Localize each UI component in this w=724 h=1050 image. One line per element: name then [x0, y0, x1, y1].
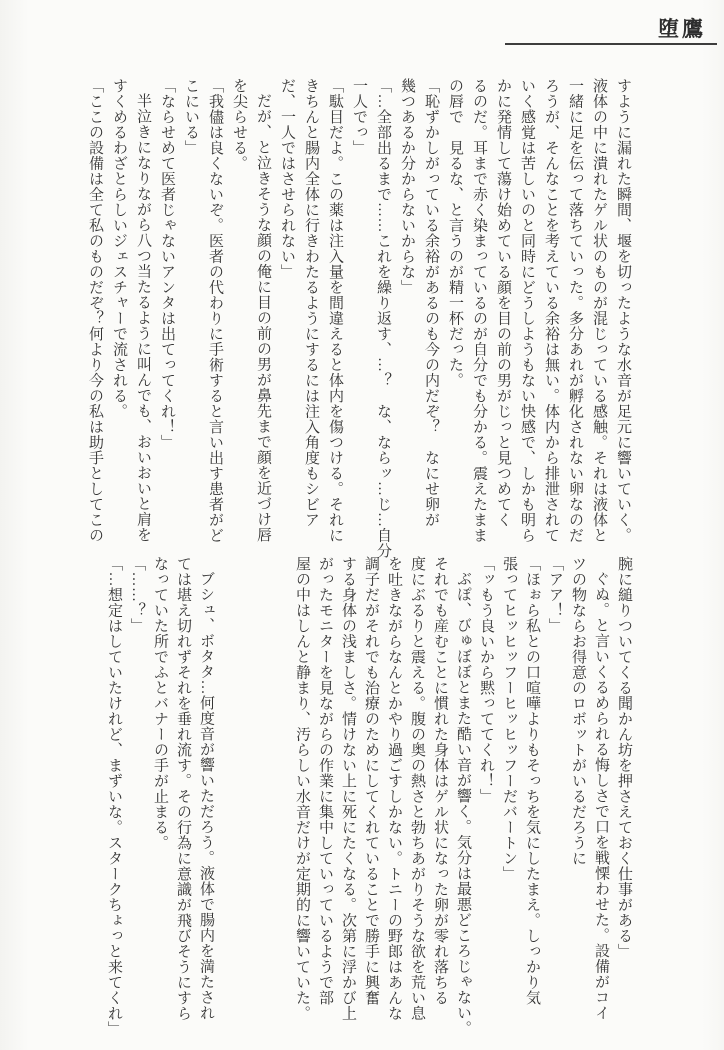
column-gap: [217, 556, 290, 1032]
text-column: なっていた所でふとバナーの手が止まる。: [152, 556, 168, 851]
text-column: ぶぽ、びゅぼぼとまた酷い音が響く。気分は最悪どころじゃない。: [455, 571, 471, 1036]
text-column: 「…全部出るまで……これを繰り返す、…？ な、ならッ…じ…自分: [375, 78, 391, 559]
text-column: いく感覚は苦しいのと同時にどうしようもない快感で、しかも明ら: [519, 78, 535, 543]
text-column: 屋の中はしんと静まり、汚らしい水音だけが定期的に響いていた。: [294, 556, 310, 1021]
text-column: ろうが、そんなことを考えている余裕は無い。体内から排泄されて: [543, 78, 559, 543]
text-column: 「我儘は良くないぞ。医者の代わりに手術すると言い出す患者がど: [207, 78, 223, 543]
text-column: きちんと腸内全体に行きわたるようにするには注入角度もシビア: [303, 78, 319, 528]
text-column: 腕に縋りついてくる聞かん坊を押さえておく仕事がある」: [616, 556, 632, 959]
bottom-text-block: [102, 556, 635, 1037]
text-column: るのだ。耳まで赤く染まっているのが自分でも分かる。震えたまま: [471, 78, 487, 543]
text-column: を尖らせる。: [231, 78, 247, 171]
top-text-block: [83, 78, 635, 559]
text-column: ツの物ならお得意のロボットがいるだろうに: [570, 556, 586, 866]
text-column: 度にぶるりと震える。腹の奥の熱さと勃ちあがりそうな欲を荒い息: [409, 556, 425, 1021]
text-column: する身体の浅ましさ。情けない上に死にたくなる。次第に浮かび上: [340, 556, 356, 1021]
text-column: 幾つあるか分からないからな」: [399, 78, 415, 295]
text-column: こにいる」: [183, 78, 199, 156]
text-column: 「ッもう良いから黙っててくれ！」: [478, 556, 494, 804]
text-column: 「ほぉら私との口喧嘩よりもそっちを気にしたまえ。しっかり気: [524, 556, 540, 1006]
text-column: がったモニターを見ながらの作業に集中していっているようで部: [317, 556, 333, 1006]
text-column: 「駄目だよ。この薬は注入量を間違えると体内を傷つける。それに: [327, 78, 343, 543]
text-column: すように漏れた瞬間、堰を切ったような水音が足元に響いていく。: [615, 78, 631, 543]
text-column: 一人でっ」: [351, 78, 367, 156]
text-column: 一緒に足を伝って落ちていった。多分あれが孵化されない卵なのだ: [567, 78, 583, 543]
text-column: 「恥ずかしがっている余裕があるのも今の内だぞ？ なにせ卵が: [423, 78, 439, 528]
text-column: ぐぬ。と言いくるめられる悔しさで口を戦慄わせた。設備がコイ: [593, 571, 609, 1021]
header-rule: [505, 43, 717, 45]
page-title: 堕鷹: [658, 17, 706, 41]
text-column: 張ってヒッヒッフーヒッヒッフーだバートン」: [501, 556, 517, 882]
text-column: それでも産むことに慣れた身体はゲル状になった卵が零れ落ちる: [432, 556, 448, 1006]
text-column: すくめるわざとらしいジェスチャーで流される。: [111, 78, 127, 419]
text-column: 液体の中に潰れたゲル状のものが混じっている感触。それは液体と: [591, 78, 607, 543]
text-column: 「…想定はしていたけれど、まずいな。スタークちょっと来てくれ」: [106, 556, 122, 1037]
text-column: だ、一人ではさせられない」: [279, 78, 295, 280]
text-column: かに発情して蕩け始めている顔を目の前の男がじっと見つめてく: [495, 78, 511, 528]
text-column: 「アア！」: [547, 556, 563, 634]
text-column: 「ならせめて医者じゃないアンタは出てってくれ！」: [159, 78, 175, 450]
text-column: だが、と泣きそうな顔の俺に目の前の男が鼻先まで顔を近づけ唇: [255, 93, 271, 543]
text-column: 「……？」: [129, 556, 145, 634]
text-column: の唇で 見るな、と言うのが精一杯だった。: [447, 78, 463, 388]
text-column: 「ここの設備は全て私のものだぞ？何より今の私は助手としてこの: [87, 78, 103, 543]
text-column: 半泣きになりながら八つ当たるように叫んでも、おいおいと肩を: [135, 93, 151, 543]
text-column: ては堪え切れずそれを垂れ流す。その行為に意識が飛びそうにすら: [175, 556, 191, 1021]
text-column: 調子だがそれでも治療のためにしてくれていることで勝手に興奮: [363, 556, 379, 1006]
text-column: を吐きながらなんとかやり過ごすしかない。トニーの野郎はあんな: [386, 556, 402, 1021]
text-column: ブシュ、ボタタ…何度音が響いただろう。液体で腸内を満たされ: [198, 571, 214, 1021]
